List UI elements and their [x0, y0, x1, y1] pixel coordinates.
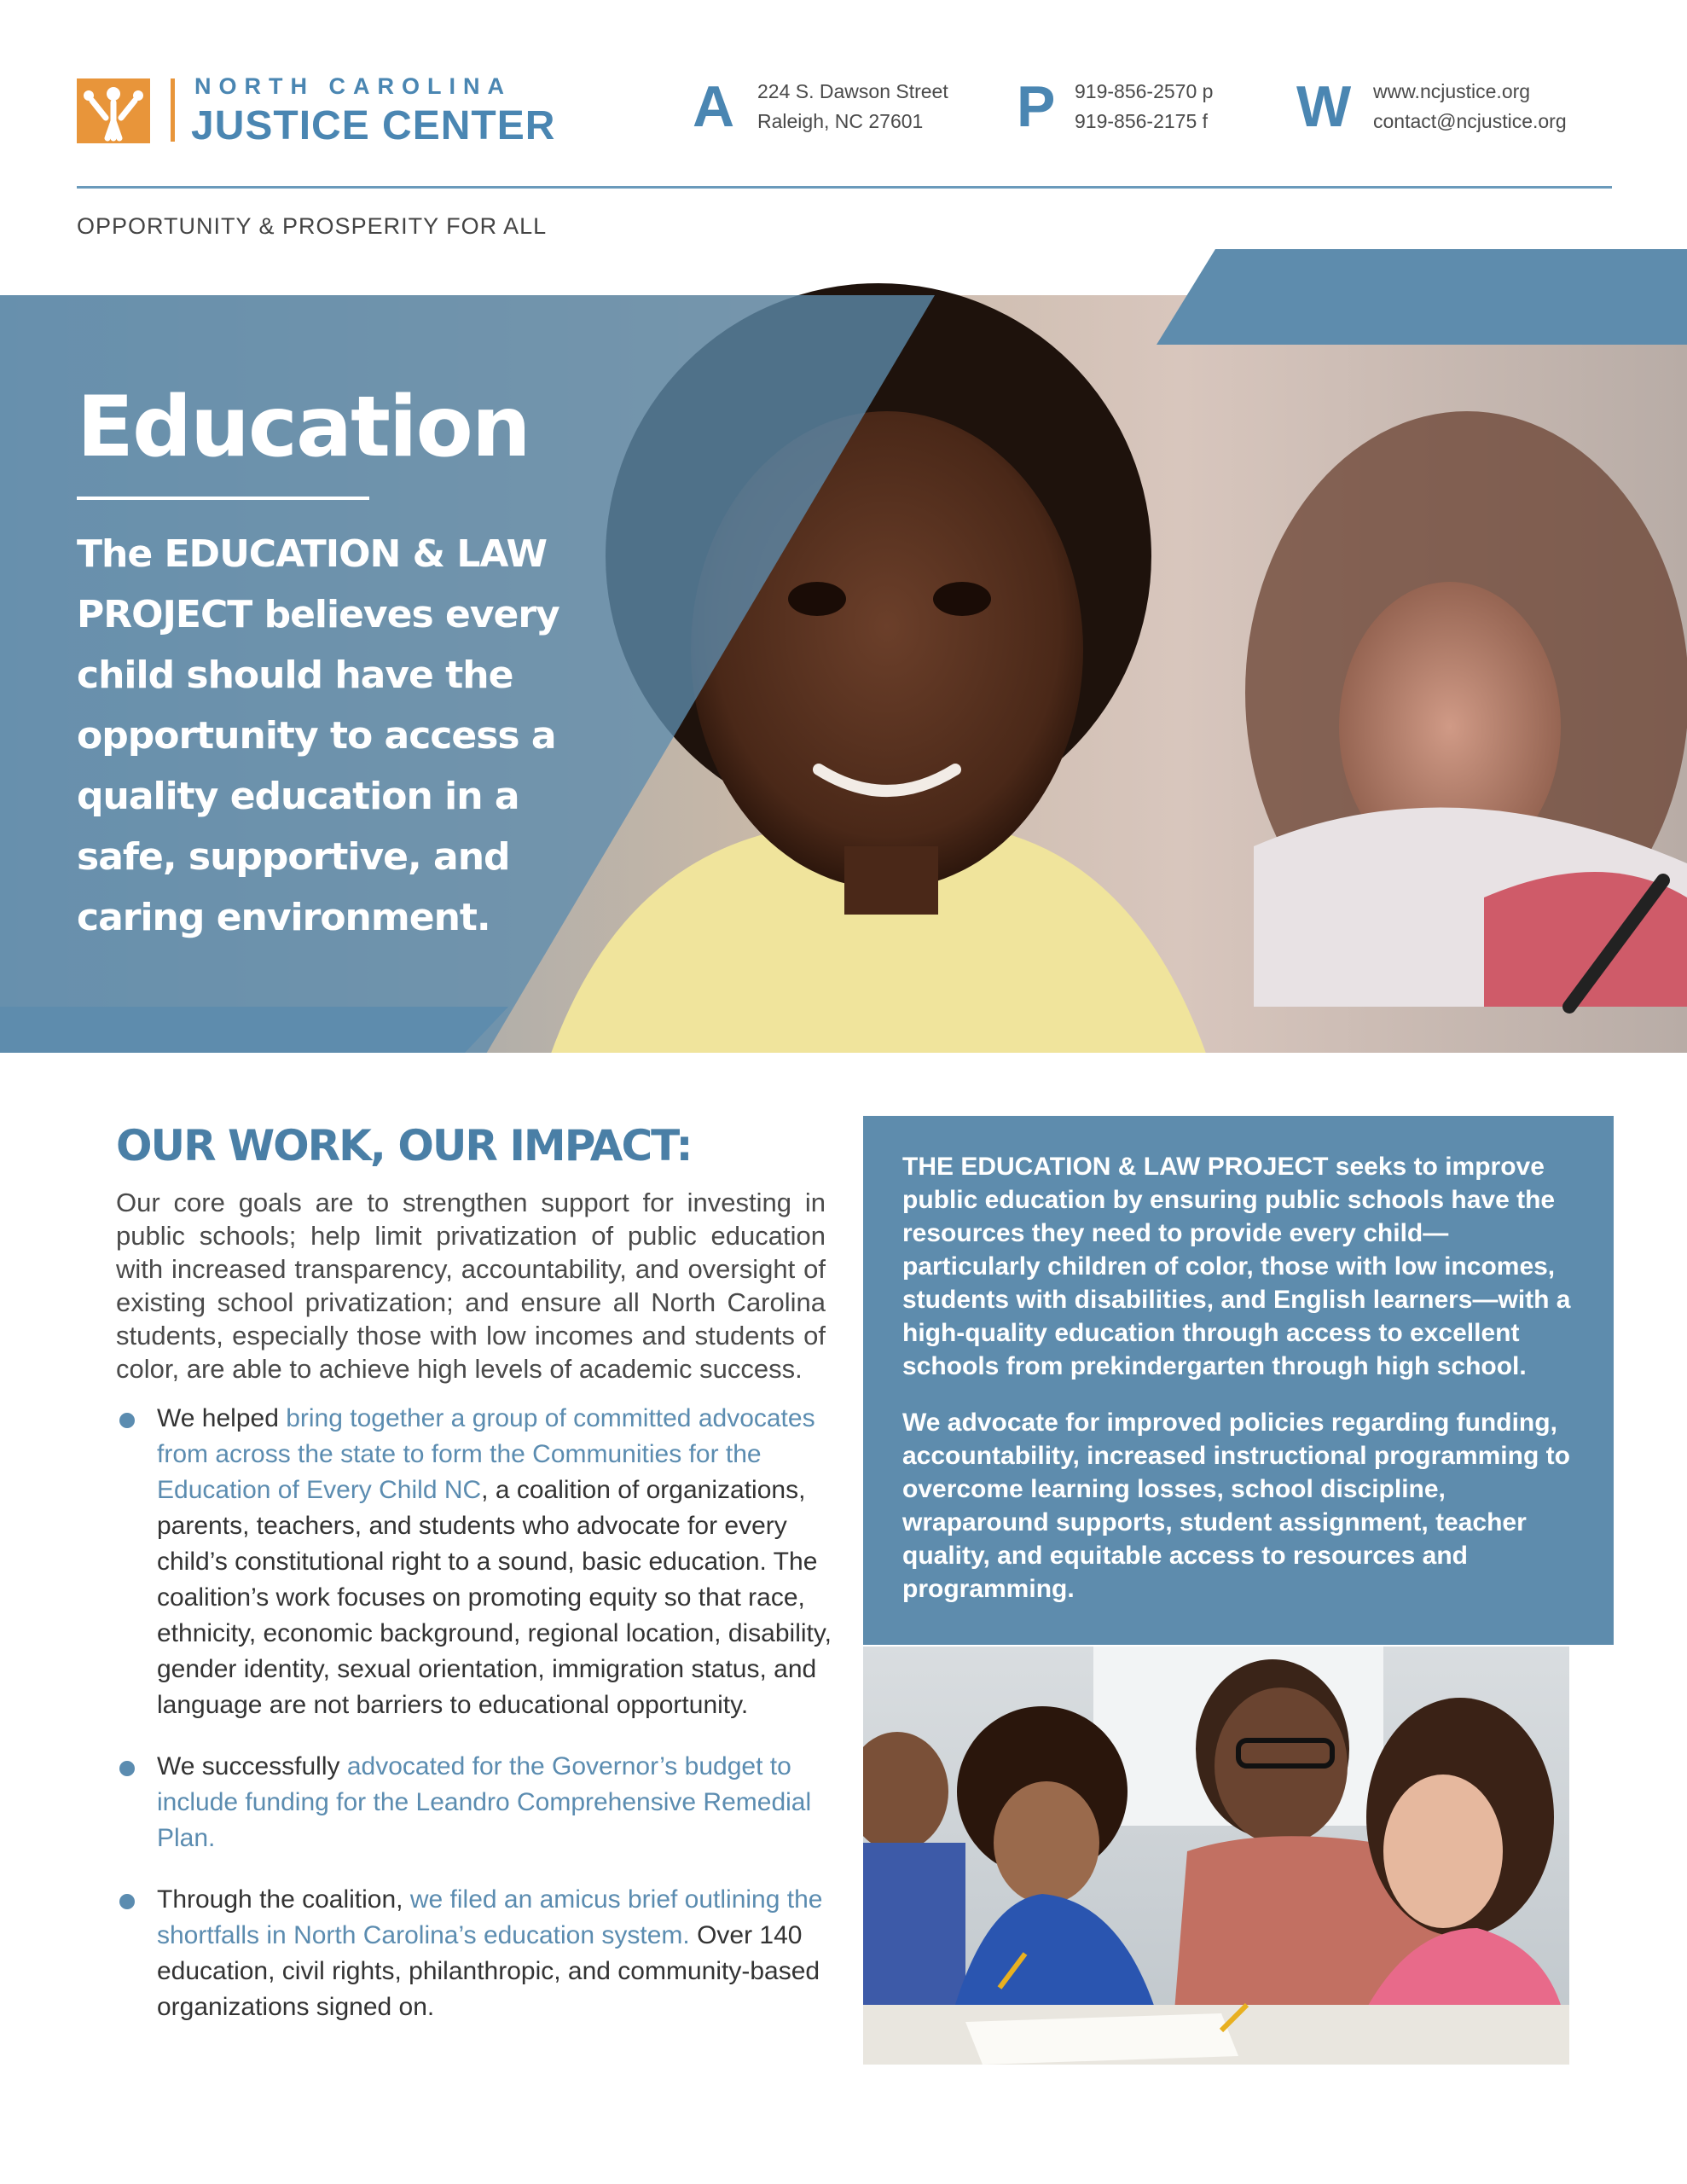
highlight-text: advocated for the Governor’s budget to include funding for the Leandro Comprehensive Remedial Plan. [157, 1752, 812, 1852]
project-paragraph-1: THE EDUCATION & LAW PROJECT seeks to improve public education by ensuring public schools have the resources they need to provide every child—particularly children of color, those with low incomes, students with disabilities, and English learners—with a high-quality education through access to excellent schools from prekindergarten through high school. [902, 1153, 1571, 1380]
classroom-photo-image [863, 1647, 1569, 2065]
phone-line: 919-856-2570 p [1075, 80, 1214, 102]
phone-letter: P [1017, 74, 1056, 139]
logo-text-main: JUSTICE CENTER [191, 103, 556, 148]
address-letter: A [693, 74, 735, 139]
classroom-photo [863, 1647, 1569, 2065]
project-summary-box [863, 1116, 1614, 1645]
website-link[interactable]: www.ncjustice.org [1373, 80, 1531, 102]
list-item: We helped bring together a group of committed advocates from across the state to form the Communities for the Education of Every Child NC, a coalition of organizations, parents, teachers, and students who advocate for every child’s constitutional right to a sound, basic education. The coalition’s work focuses on promoting equity so that race, ethnicity, economic background, regional location, disability, gender identity, sexual orientation, immigration status, and language are not barriers to educational opportunity. [116, 1401, 832, 1723]
justice-figure-icon [77, 78, 150, 143]
section-heading: OUR WORK, OUR IMPACT: [116, 1121, 692, 1170]
email-link[interactable]: contact@ncjustice.org [1373, 110, 1567, 132]
web-letter: W [1296, 74, 1352, 139]
title-underline [77, 497, 369, 500]
tagline: OPPORTUNITY & PROSPERITY FOR ALL [77, 213, 548, 239]
logo-text-top: NORTH CAROLINA [194, 73, 512, 99]
fax-line: 919-856-2175 f [1075, 110, 1209, 132]
project-paragraph-2: We advocate for improved policies regarding funding, accountability, increased instructional programming to overcome learning losses, school discipline, wraparound supports, student assignment, teacher quality, and equitable access to resources and programming. [902, 1409, 1570, 1603]
list-item: Through the coalition, we filed an amicus brief outlining the shortfalls in North Carolina’s education system. Over 140 education, civil rights, philanthropic, and community-based organizations signed on. [116, 1882, 832, 2025]
hero-banner [0, 249, 1687, 1068]
bullet-dot-icon [119, 1761, 135, 1776]
list-item: We successfully advocated for the Governor’s budget to include funding for the Leandro Comprehensive Remedial Plan. [116, 1749, 832, 1856]
highlight-text: we filed an amicus brief outlining the shortfalls in North Carolina’s education system. [157, 1885, 823, 1949]
highlight-text: bring together a group of committed advocates from across the state to form the Communities for the Education of Every Child NC [157, 1404, 815, 1504]
logo-divider [171, 78, 175, 142]
page-title: Education [77, 379, 530, 476]
impact-list [116, 1401, 832, 2051]
header-divider [77, 186, 1612, 189]
address-line1: 224 S. Dawson Street [757, 80, 948, 102]
bullet-dot-icon [119, 1894, 135, 1909]
intro-paragraph: Our core goals are to strengthen support for investing in public schools; help limit privatization of public education with increased transparency, accountability, and oversight of existing school privatization; and ensure all North Carolina students, especially those with low incomes and students of color, are able to achieve high levels of academic success. [116, 1188, 826, 1384]
logo [77, 73, 556, 148]
hero-statement: The EDUCATION & LAW PROJECT believes every child should have the opportunity to access a quality education in a safe, supportive, and caring environment. [77, 532, 559, 939]
bullet-dot-icon [119, 1413, 135, 1428]
address-line2: Raleigh, NC 27601 [757, 110, 924, 132]
